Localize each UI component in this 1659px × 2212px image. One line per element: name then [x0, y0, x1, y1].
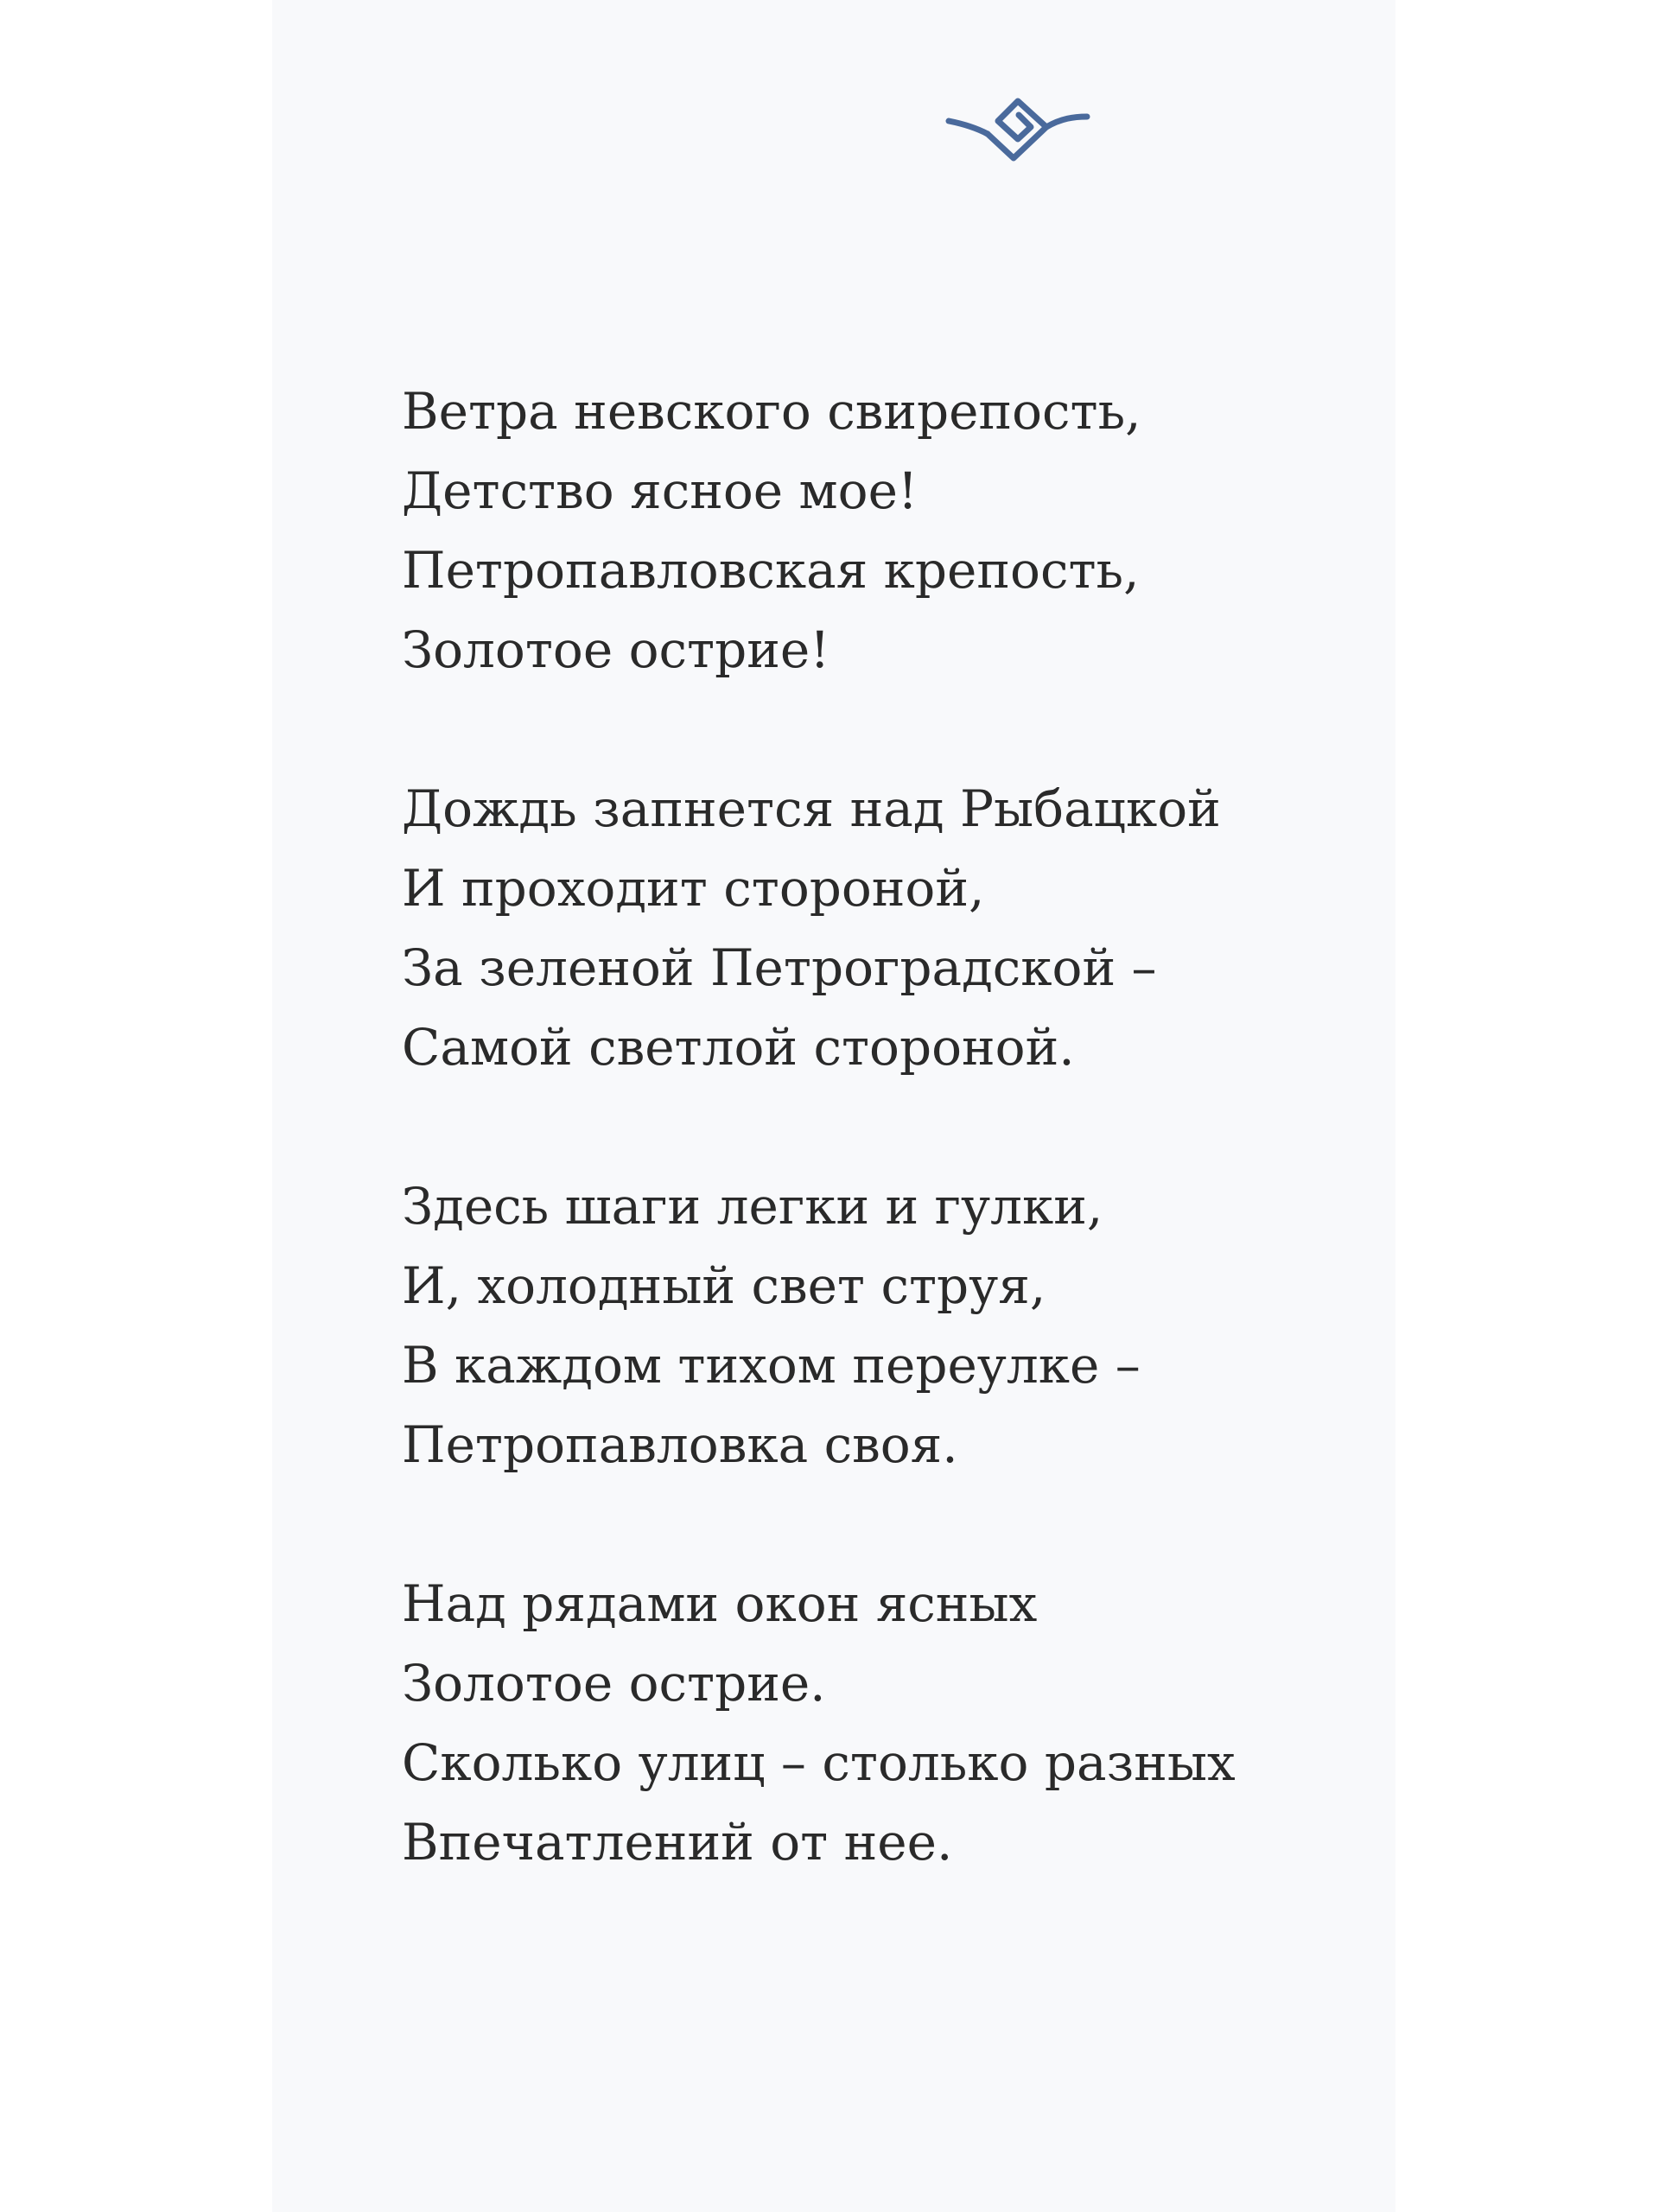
stanza: [402, 372, 1352, 690]
poem-line: Впечатлений от нее.: [402, 1813, 953, 1872]
poem-line: Сколько улиц – столько разных: [402, 1733, 1236, 1792]
poem-line: Золотое острие.: [402, 1654, 826, 1713]
poem-line: За зеленой Петроградской –: [402, 938, 1157, 997]
stanza: [402, 1166, 1352, 1484]
poem-line: Дождь запнется над Рыбацкой: [402, 779, 1221, 838]
poem-line: Золотое острие!: [402, 620, 830, 679]
spiral-ornament-icon: [944, 82, 1091, 168]
poem-line: Ветра невского свирепость,: [402, 382, 1141, 441]
poem-line: И, холодный свет струя,: [402, 1256, 1046, 1315]
poem: [402, 372, 1352, 1882]
poem-line: В каждом тихом переулке –: [402, 1336, 1141, 1395]
poem-line: Здесь шаги легки и гулки,: [402, 1177, 1103, 1236]
poem-line: Над рядами окон ясных: [402, 1574, 1038, 1633]
poem-line: Петропавловка своя.: [402, 1415, 958, 1474]
poem-line: Детство ясное мое!: [402, 461, 918, 520]
book-page: [272, 0, 1395, 2212]
poem-line: И проходит стороной,: [402, 859, 985, 918]
poem-line: Петропавловская крепость,: [402, 541, 1140, 600]
stanza: [402, 769, 1352, 1087]
stanza: [402, 1564, 1352, 1882]
poem-line: Самой светлой стороной.: [402, 1018, 1075, 1077]
